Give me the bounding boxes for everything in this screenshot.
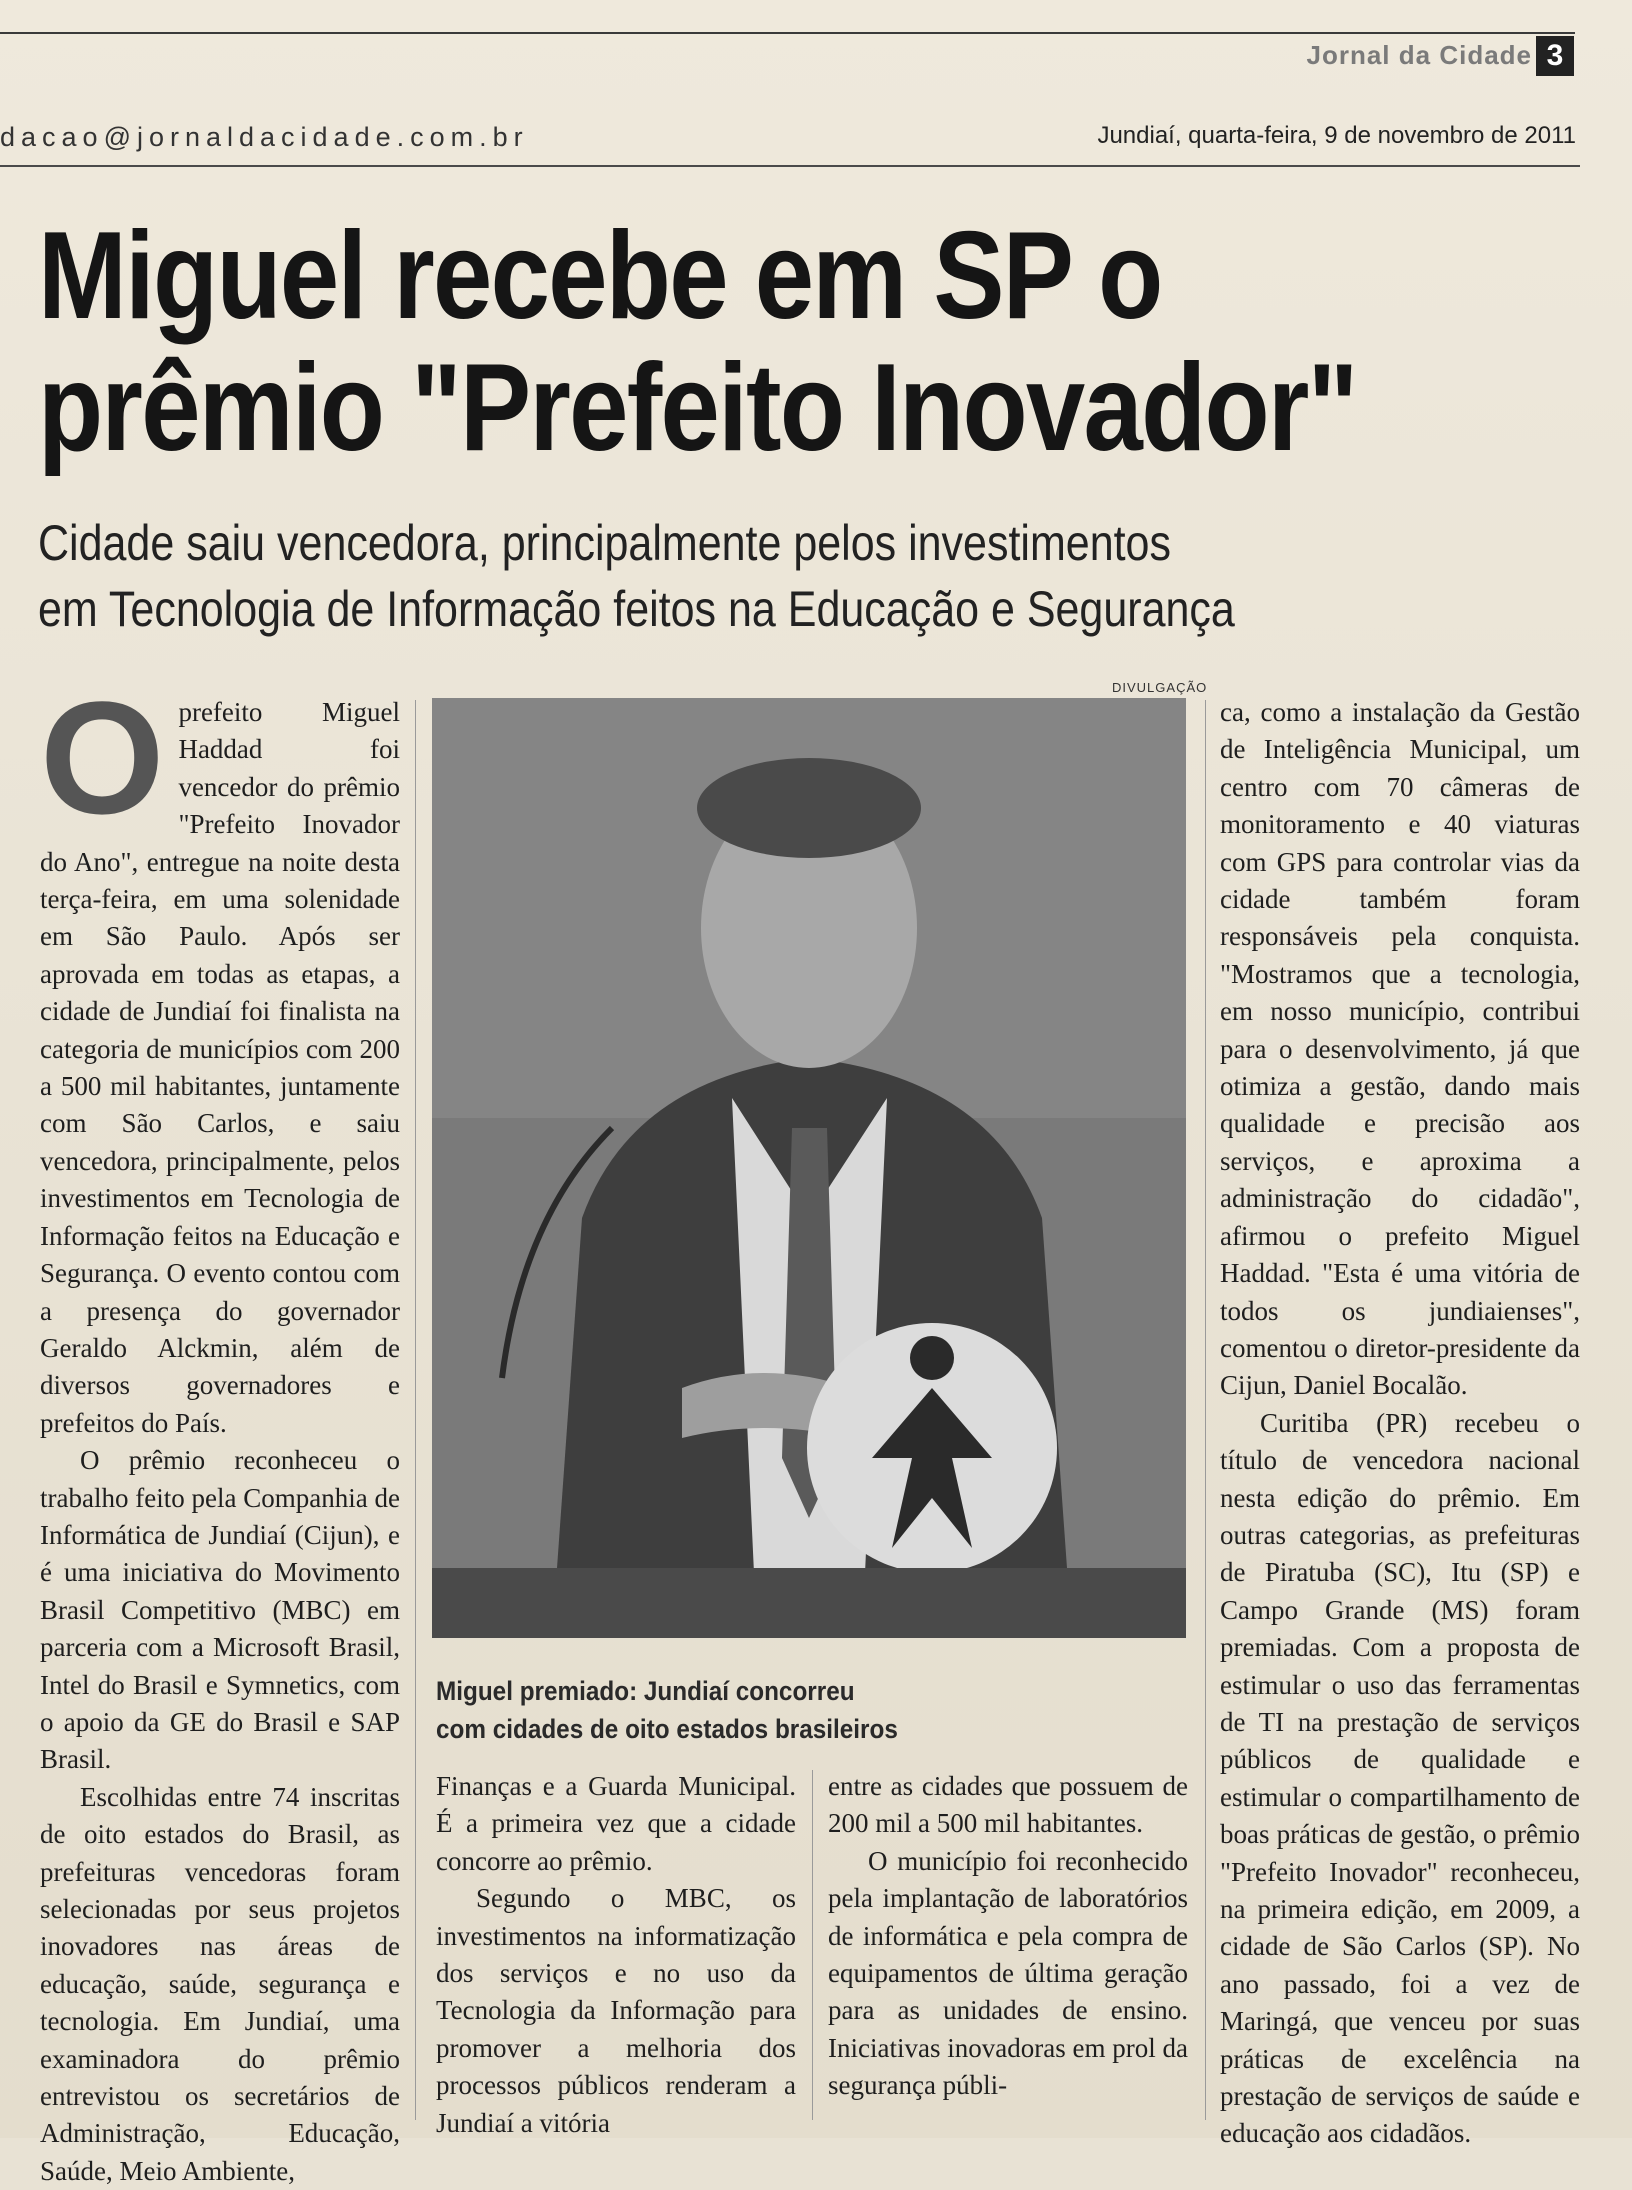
top-rule (0, 32, 1575, 34)
column-divider (812, 1770, 813, 2120)
paragraph: ca, como a instalação da Gestão de Inteligência Municipal, um centro com 70 câmeras de monitoramento e 40 viaturas com GPS para controlar vias da cidade também foram responsáveis pela conquista. "Mostramos que a tecnologia, em nosso município, contribui para o desenvolvimento, já que otimiza a gestão, dando mais qualidade e precisão aos serviços, e aproxima a administração do cidadão", afirmou o prefeito Miguel Haddad. "Esta é uma vitória de todos os jundiaienses", comentou o diretor-presidente da Cijun, Daniel Bocalão. (1220, 697, 1580, 1401)
headline (38, 207, 1362, 477)
paragraph: entre as cidades que possuem de 200 mil a 500 mil habitantes. (828, 1771, 1188, 1839)
column-divider (1205, 700, 1206, 2120)
caption-line-2: com cidades de oito estados brasileiros (436, 1714, 898, 1744)
caption-line-1: Miguel premiado: Jundiaí concorreu (436, 1676, 855, 1706)
masthead-title: Jornal da Cidade (1306, 40, 1532, 70)
paragraph: Segundo o MBC, os investimentos na informatização dos serviços e no uso da Tecnologia da Informação para promover a melhoria dos processos públicos renderam a Jundiaí a vitória (436, 1883, 796, 2138)
header-rule (0, 165, 1580, 167)
subheadline-line-1: Cidade saiu vencedora, principalmente pelos investimentos (38, 515, 1171, 571)
paragraph: Finanças e a Guarda Municipal. É a primeira vez que a cidade concorre ao prêmio. (436, 1771, 796, 1876)
column-4 (1220, 694, 1580, 2153)
column-2 (436, 1768, 796, 2142)
subheadline-line-2: em Tecnologia de Informação feitos na Educação e Segurança (38, 581, 1235, 637)
column-3 (828, 1768, 1188, 2105)
headline-line-1: Miguel recebe em SP o (38, 207, 1162, 345)
photo-illustration (432, 698, 1186, 1638)
article-photo (432, 698, 1186, 1638)
newsroom-email: dacao@jornaldacidade.com.br (0, 122, 529, 152)
paragraph: O prêmio reconheceu o trabalho feito pela Companhia de Informática de Jundiaí (Cijun), e é uma iniciativa do Movimento Brasil Competitivo (MBC) em parceria com a Microsoft Brasil, Intel do Brasil e Symnetics, com o apoio da GE do Brasil e SAP Brasil. (40, 1445, 400, 1775)
dateline: Jundiaí, quarta-feira, 9 de novembro de 2011 (1097, 122, 1576, 149)
column-divider (415, 700, 416, 2120)
headline-line-2: prêmio "Prefeito Inovador" (38, 339, 1357, 477)
paragraph: Escolhidas entre 74 inscritas de oito estados do Brasil, as prefeituras vencedoras foram selecionadas por seus projetos inovadores nas áreas de educação, saúde, segurança e tecnologia. Em Jundiaí, uma examinadora do prêmio entrevistou os secretários de Administração, Educação, Saúde, Meio Ambiente, (40, 1781, 400, 2186)
paragraph: prefeito Miguel Haddad foi vencedor do prêmio "Prefeito Inovador do Ano", entregue na noite desta terça-feira, em uma solenidade em São Paulo. Após ser aprovada em todas as etapas, a cidade de Jundiaí foi finalista na categoria de municípios com 200 a 500 mil habitantes, juntamente com São Carlos, e saiu vencedora, principalmente, pelos investimentos em Tecnologia de Informação feitos na Educação e Segurança. O evento contou com a presença do governador Geraldo Alckmin, além de diversos governadores e prefeitos do País. (40, 697, 400, 1438)
photo-credit: DIVULGAÇÃO (1112, 680, 1208, 695)
photo-caption (436, 1672, 1120, 1748)
paragraph: Curitiba (PR) recebeu o título de vencedora nacional nesta edição do prêmio. Em outras categorias, as prefeituras de Piratuba (SC), Itu (SP) e Campo Grande (MS) foram premiadas. Com a proposta de estimular o uso das ferramentas de TI na prestação de serviços públicos de qualidade e estimular o compartilhamento de boas práticas de gestão, o prêmio "Prefeito Inovador" reconheceu, na primeira edição, em 2009, a cidade de São Carlos (SP). No ano passado, foi a vez de Maringá, que venceu por suas práticas de excelência na prestação de serviços de saúde e educação aos cidadãos. (1220, 1407, 1580, 2149)
paragraph: O município foi reconhecido pela implantação de laboratórios de informática e pela compra de equipamentos de última geração para as unidades de ensino. Iniciativas inovadoras em prol da segurança públi- (828, 1845, 1188, 2101)
drop-cap: O (40, 668, 165, 847)
subheadline (38, 510, 1362, 642)
page-number: 3 (1536, 36, 1574, 76)
column-1 (40, 668, 400, 2190)
